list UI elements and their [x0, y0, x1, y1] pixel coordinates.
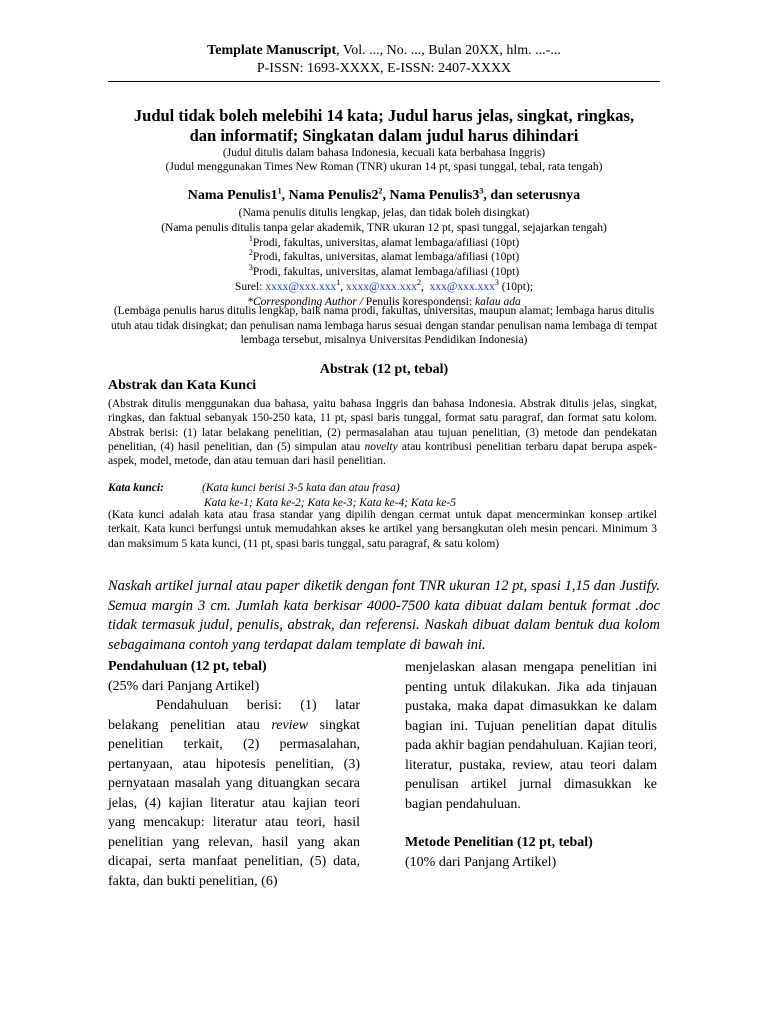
keywords-line-1	[108, 481, 660, 496]
introduction-length-note: (25% dari Panjang Artikel)	[108, 678, 260, 694]
journal-name: Template Manuscript	[207, 43, 337, 58]
intro-review: review	[271, 717, 309, 733]
author-note-1: (Nama penulis ditulis lengkap, jelas, dan tidak boleh disingkat)	[238, 207, 530, 219]
aff-sup-3: 3	[248, 263, 253, 273]
method-length-note: (10% dari Panjang Artikel)	[405, 854, 557, 870]
journal-volume: , Vol. ..., No. ..., Bulan 20XX, hlm. ...-...	[336, 43, 561, 58]
paper-title	[100, 106, 668, 146]
author-1-sup: 1	[277, 186, 282, 196]
aff-sup-1: 1	[248, 233, 253, 243]
corr-text: Penulis korespondensi:	[365, 295, 476, 308]
aff-text-1: Prodi, fakultas, universitas, alamat lembaga/afiliasi (10pt)	[252, 236, 520, 249]
running-header	[100, 42, 668, 78]
author-note-2: (Nama penulis ditulis tanpa gelar akademik, TNR ukuran 12 pt, spasi tunggal, sejajarkan tengah)	[161, 221, 607, 234]
title-note-1: (Judul ditulis dalam bahasa Indonesia, kecuali kata berbahasa Inggris)	[222, 147, 546, 159]
section-heading-introduction: Pendahuluan (12 pt, tebal)	[108, 659, 267, 674]
keywords-explanation: (Kata kunci adalah kata atau frasa standar yang dipilih dengan cermat untuk dapat mencerminkan konsep artikel terkait. Kata kunci berfungsi untuk memudahkan akses ke artikel yang bersangkutan oleh mesin pencari. Minimum 3 dan maksimum 5 kata kunci, (11 pt, spasi baris tunggal, satu paragraf, & satu kolom)	[108, 509, 657, 550]
keywords-list: Kata ke-1; Kata ke-2; Kata ke-3; Kata ke-4; Kata ke-5	[204, 497, 456, 509]
email-1-link[interactable]: xxxx@xxx.xxx	[265, 280, 337, 293]
institution-note: (Lembaga penulis harus ditulis lengkap, baik nama prodi, fakultas, universitas, maupun alamat; lembaga harus ditulis utuh atau tidak disingkat; dan penulisan nama lembaga harus sesuai dengan standar penulisan nama lembaga di tempat lembaga tersebut, misalnya Universitas Pendidikan Indonesia)	[110, 305, 658, 346]
aff-text-2: Prodi, fakultas, universitas, alamat lembaga/afiliasi (10pt)	[252, 251, 520, 264]
abstract-heading: Abstrak (12 pt, tebal)	[319, 362, 449, 377]
corr-value: kalau ada	[475, 295, 521, 308]
title-notes	[100, 146, 668, 174]
right-column	[405, 658, 657, 872]
title-note-2: (Judul menggunakan Times New Roman (TNR) ukuran 14 pt, spasi tunggal, tebal, rata tengah)	[165, 161, 603, 173]
intro-text-b: singkat penelitian terkait, (2) permasalahan, pertanyaan, atau hipotesis penelitian, (3) pernyataan masalah yang dituangkan secara jelas, (4) kajian literatur atau kajian teori yang mencakup: literatur atau teori, hasil penelitian yang relevan, hasil yang akan dicapai, serta manfaat penelitian, (5) data, fakta, dan bukti penelitian, (6)	[108, 717, 360, 889]
manuscript-instructions: Naskah artikel jurnal atau paper diketik dengan font TNR ukuran 12 pt, spasi 1,15 dan Justify. Semua margin 3 cm. Jumlah kata berkisar 4000-7500 kata dibuat dalam bentuk format .doc tidak termasuk judul, penulis, abstrak, dan referensi. Naskah dibuat dalam bentuk dua kolom sebagaimana contoh yang terdapat dalam template di bawah ini.	[108, 578, 660, 653]
journal-info	[100, 42, 668, 60]
header-rule	[108, 81, 660, 82]
email-3-sup: 3	[494, 278, 499, 288]
section-heading-method: Metode Penelitian (12 pt, tebal)	[405, 835, 593, 850]
email-2-link[interactable]: xxxx@xxx.xxx	[346, 280, 417, 293]
title-line-1: Judul tidak boleh melebihi 14 kata; Judul harus jelas, singkat, ringkas,	[133, 106, 635, 125]
aff-text-3: Prodi, fakultas, universitas, alamat lembaga/afiliasi (10pt)	[252, 266, 520, 279]
abstract-novelty: novelty	[364, 440, 398, 453]
abstract-text-a: (Abstrak ditulis menggunakan dua bahasa, yaitu bahasa Inggris dan bahasa Indonesia. Abstrak ditulis jelas, singkat, ringkas, dan faktual sebanyak 150-250 kata, 11 pt, spasi baris tunggal, format satu paragraf, dan format satu kolom. Abstrak berisi: (1) latar belakang penelitian, (2) permasalahan atau tujuan penelitian, (3) metode dan pendekatan penelitian, (4) hasil penelitian, dan (5) simpulan atau	[108, 398, 657, 453]
email-1-sup: 1	[336, 278, 341, 288]
abstract-body	[108, 397, 657, 468]
author-3: , Nama Penulis3	[382, 188, 480, 203]
keywords-block	[108, 481, 660, 511]
email-line: Surel: xxxx@xxx.xxx$^1$, xxxx@xxx.xxx$^2$, xxx@xxx.xxx$^3$ (10pt);	[234, 278, 534, 293]
issn: P-ISSN: 1693-XXXX, E-ISSN: 2407-XXXX	[256, 61, 512, 76]
affiliation-2	[100, 250, 668, 265]
affiliation-1	[100, 233, 668, 251]
abstract-text-b: atau kontribusi penelitian terbaru dapat berupa aspek-aspek, model, metode, dan atau temuan dari hasil penelitian.	[108, 440, 658, 468]
paragraph-gap	[405, 814, 657, 833]
abstract-subheading: Abstrak dan Kata Kunci	[108, 378, 257, 393]
aff-sup-2: 2	[248, 248, 253, 258]
title-line-2: dan informatif; Singkatan dalam judul harus dihindari	[189, 126, 579, 145]
email-3-link[interactable]: xxx@xxx.xxx	[429, 280, 495, 293]
author-2: , Nama Penulis2	[281, 188, 379, 203]
corr-label: *Corresponding Author /	[247, 295, 366, 308]
author-3-sup: 3	[479, 186, 484, 196]
email-2-sup: 2	[417, 278, 421, 288]
keywords-label: Kata kunci:	[108, 482, 164, 494]
introduction-continued: menjelaskan alasan mengapa penelitian ini penting untuk dilakukan. Jika ada tinjauan pustaka, maka dapat dimasukkan ke dalam bagian ini. Tujuan penelitian dapat ditulis pada akhir bagian pendahuluan. Kajian teori, literatur, pustaka, review, atau teori dalam penulisan artikel jurnal dimasukkan ke bagian pendahuluan.	[405, 660, 657, 812]
intro-text-a: Pendahuluan berisi: (1) latar belakang penelitian atau	[108, 698, 360, 733]
email-label: Surel:	[234, 280, 266, 293]
author-list	[100, 187, 668, 205]
author-tail: , dan seterusnya	[483, 188, 581, 203]
author-1: Nama Penulis1	[187, 188, 278, 203]
author-2-sup: 2	[378, 186, 383, 196]
email-tail: (10pt);	[498, 280, 534, 293]
affiliations	[100, 206, 668, 310]
keywords-note: (Kata kunci berisi 3-5 kata dan atau frasa)	[202, 482, 400, 494]
introduction-paragraph	[108, 696, 360, 891]
left-column	[108, 657, 360, 891]
affiliation-3	[100, 265, 668, 280]
